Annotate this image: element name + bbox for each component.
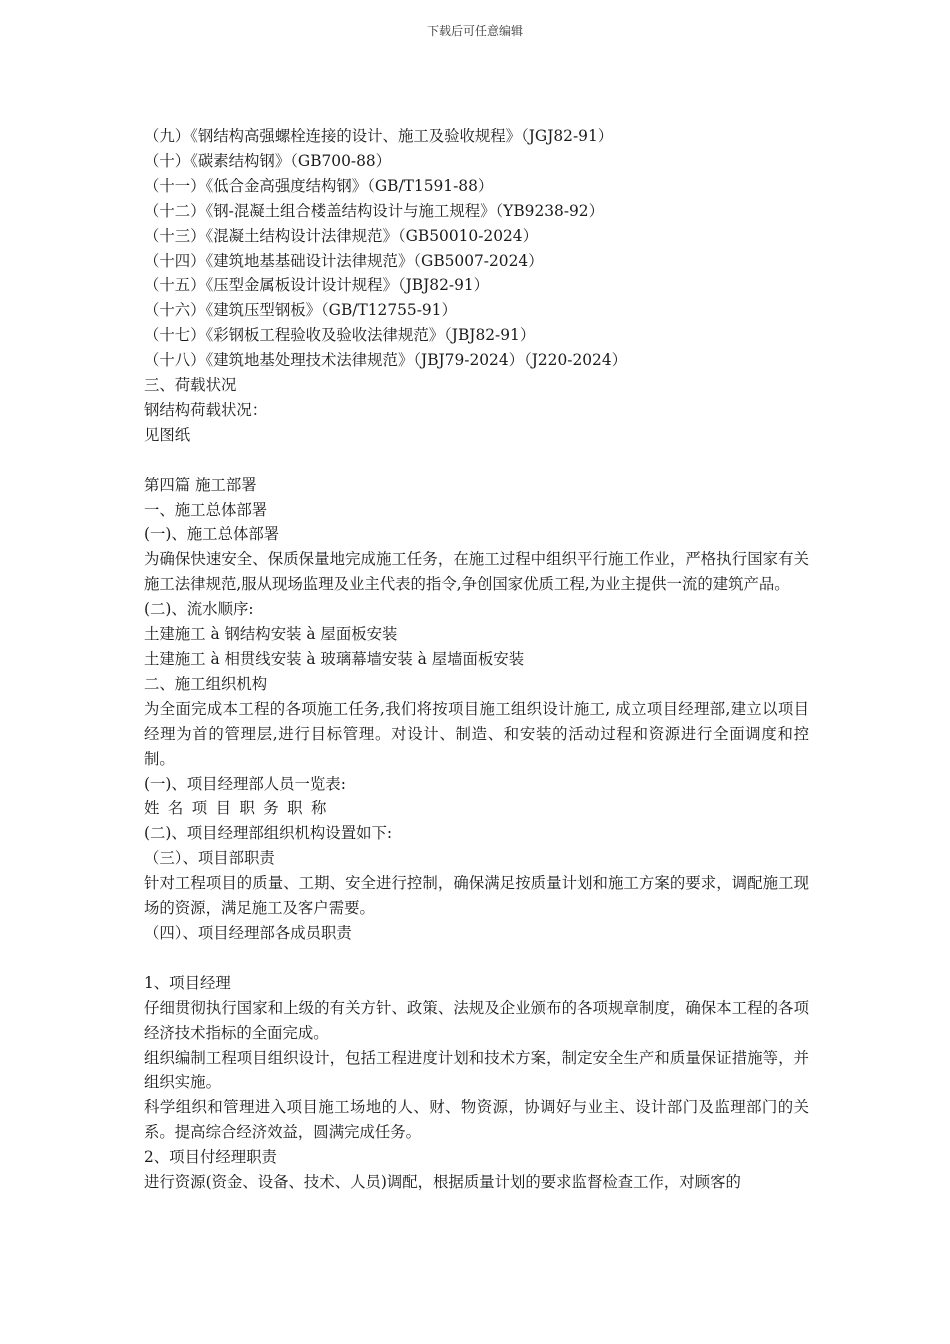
subsection-heading: (二)、流水顺序: xyxy=(144,600,254,619)
standard-item: （九）《钢结构高强螺栓连接的设计、施工及验收规程》（JGJ82-91） xyxy=(144,127,614,145)
subsection-heading: (二)、项目经理部组织机构设置如下: xyxy=(144,824,393,843)
standard-item: （十七）《彩钢板工程验收及验收法律规范》（JBJ82-91） xyxy=(144,326,536,345)
load-subheading: 钢结构荷载状况： xyxy=(144,400,268,419)
paragraph: 针对工程项目的质量、工期、安全进行控制，确保满足按质量计划和施工方案的要求，调配施工现场的资源，满足施工及客户需要。 xyxy=(144,874,809,918)
standard-item: （十二）《钢-混凝土组合楼盖结构设计与施工规程》（YB9238-92） xyxy=(144,201,604,220)
standard-item: （十）《碳素结构钢》（GB700-88） xyxy=(144,151,392,170)
flow-sequence: 土建施工 à 钢结构安装 à 屋面板安装 xyxy=(144,625,398,644)
paragraph: 进行资源(资金、设备、技术、人员)调配，根据质量计划的要求监督检查工作，对顾客的 xyxy=(144,1173,741,1192)
standard-item: （十六）《建筑压型钢板》（GB/T12755-91） xyxy=(144,301,457,320)
standard-item: （十五）《压型金属板设计设计规程》（JBJ82-91） xyxy=(144,276,490,295)
section-heading: 二、施工组织机构 xyxy=(144,674,268,693)
section-heading-load: 三、荷载状况 xyxy=(144,376,237,395)
page-header: 下载后可任意编辑 xyxy=(426,24,523,38)
section-heading: 一、施工总体部署 xyxy=(144,500,268,519)
paragraph: 为全面完成本工程的各项施工任务,我们将按项目施工组织设计施工, 成立项目经理部,建立以项目经理为首的管理层,进行目标管理。对设计、制造、和安装的活动过程和资源进行全面调度和控制。 xyxy=(144,699,809,768)
blank-line xyxy=(144,448,809,473)
subsection-heading: （四）、项目经理部各成员职责 xyxy=(144,923,352,942)
blank-line xyxy=(144,946,809,971)
role-heading: 1、项目经理 xyxy=(144,973,231,992)
chapter-title: 第四篇 施工部署 xyxy=(144,475,257,494)
standard-item: （十四）《建筑地基基础设计法律规范》（GB5007-2024） xyxy=(144,251,544,270)
paragraph: 仔细贯彻执行国家和上级的有关方针、政策、法规及企业颁布的各项规章制度，确保本工程的各项经济技术指标的全面完成。 xyxy=(144,998,809,1042)
standard-item: （十一）《低合金高强度结构钢》（GB/T1591-88） xyxy=(144,176,494,195)
subsection-heading: (一)、项目经理部人员一览表: xyxy=(144,774,346,793)
flow-sequence: 土建施工 à 相贯线安装 à 玻璃幕墙安装 à 屋墙面板安装 xyxy=(144,650,525,669)
load-note: 见图纸 xyxy=(144,425,191,444)
staff-table-header: 姓名项目职务职称 xyxy=(144,799,335,818)
document-body xyxy=(144,124,809,1195)
subsection-heading: (一)、施工总体部署 xyxy=(144,525,280,544)
standard-item: （十八）《建筑地基处理技术法律规范》（JBJ79-2024）（J220-2024） xyxy=(144,351,628,370)
standard-item: （十三）《混凝土结构设计法律规范》（GB50010-2024） xyxy=(144,226,538,245)
paragraph: 组织编制工程项目组织设计，包括工程进度计划和技术方案，制定安全生产和质量保证措施等，并组织实施。 xyxy=(144,1048,809,1092)
role-heading: 2、项目付经理职责 xyxy=(144,1148,277,1167)
subsection-heading: （三）、项目部职责 xyxy=(144,849,275,868)
paragraph: 为确保快速安全、保质保量地完成施工任务，在施工过程中组织平行施工作业，严格执行国家有关施工法律规范,服从现场监理及业主代表的指令,争创国家优质工程,为业主提供一流的建筑产品。 xyxy=(144,550,809,594)
paragraph: 科学组织和管理进入项目施工场地的人、财、物资源，协调好与业主、设计部门及监理部门的关系。提高综合经济效益，圆满完成任务。 xyxy=(144,1098,809,1142)
